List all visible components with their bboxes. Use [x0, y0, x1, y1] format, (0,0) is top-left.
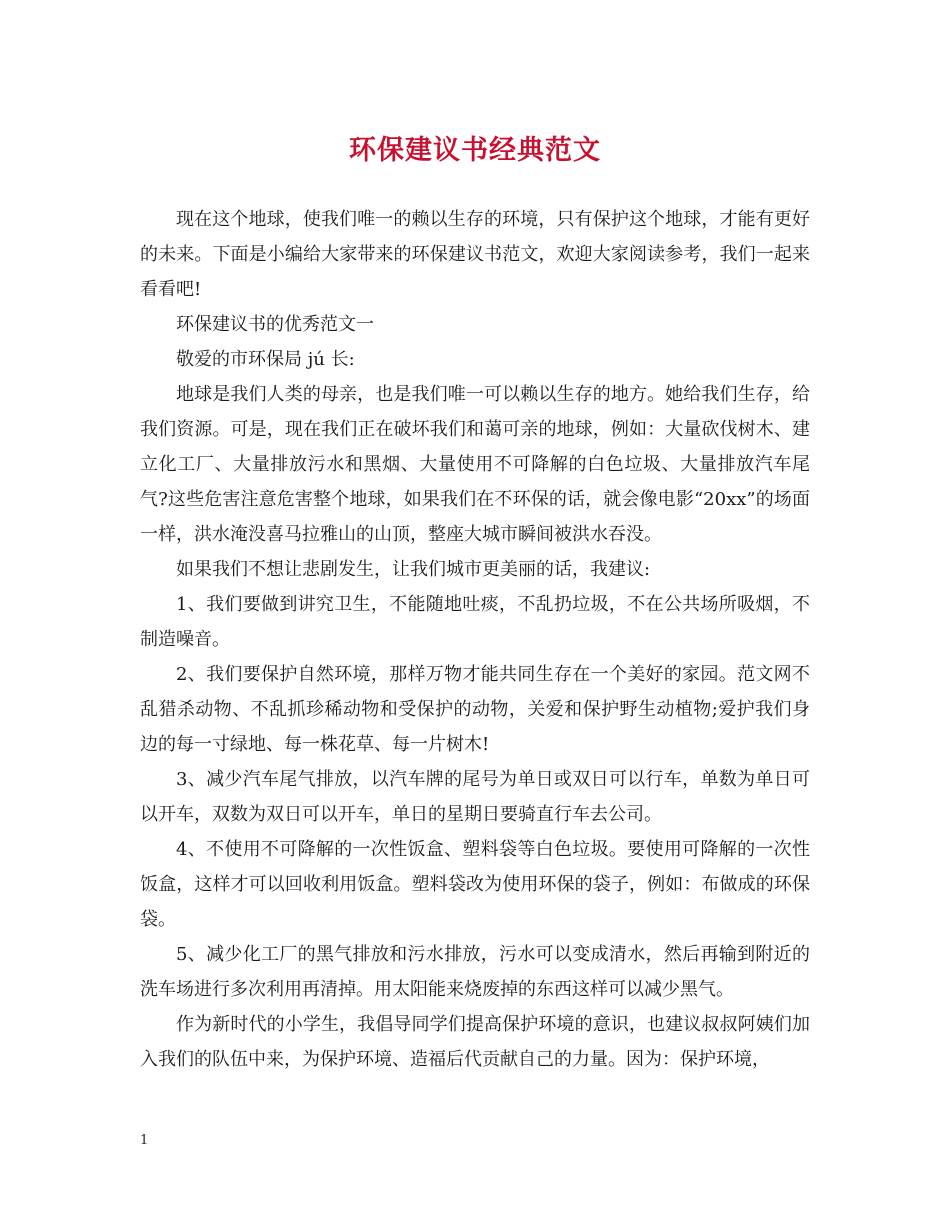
document-title: 环保建议书经典范文: [349, 135, 601, 166]
paragraph-suggestion-5: 5、减少化工厂的黑气排放和污水排放，污水可以变成清水，然后再输到附近的洗车场进行多次利用再清掉。用太阳能来烧废掉的东西这样可以减少黑气。: [140, 944, 810, 1000]
paragraph-earth: 地球是我们人类的母亲，也是我们唯一可以赖以生存的地方。她给我们生存，给我们资源。可是，现在我们正在破坏我们和蔼可亲的地球，例如：大量砍伐树木、建立化工厂、大量排放污水和黑烟、大量使用不可降解的白色垃圾、大量排放汽车尾气?这些危害注意危害整个地球，如果我们在不环保的话，就会像电影“20xx”的场面一样，洪水淹没喜马拉雅山的山顶，整座大城市瞬间被洪水吞没。: [140, 384, 810, 545]
paragraph-suggestion-lead: 如果我们不想让悲剧发生，让我们城市更美丽的话，我建议:: [176, 559, 651, 580]
paragraph-salutation: 敬爱的市环保局 jú 长:: [176, 349, 355, 370]
paragraph-section-heading: 环保建议书的优秀范文一: [176, 314, 374, 335]
paragraph-closing: 作为新时代的小学生，我倡导同学们提高保护环境的意识，也建议叔叔阿姨们加入我们的队伍中来，为保护环境、造福后代贡献自己的力量。因为：保护环境，: [140, 1014, 810, 1070]
paragraph-intro: 现在这个地球，使我们唯一的赖以生存的环境，只有保护这个地球，才能有更好的未来。下面是小编给大家带来的环保建议书范文，欢迎大家阅读参考，我们一起来看看吧!: [140, 209, 810, 300]
page-number: 1: [140, 1133, 149, 1148]
paragraph-suggestion-2: 2、我们要保护自然环境，那样万物才能共同生存在一个美好的家园。范文网不乱猎杀动物、不乱抓珍稀动物和受保护的动物，关爱和保护野生动植物;爱护我们身边的每一寸绿地、每一株花草、每一片树木!: [140, 664, 810, 755]
paragraph-suggestion-4: 4、不使用不可降解的一次性饭盒、塑料袋等白色垃圾。要使用可降解的一次性饭盒，这样才可以回收利用饭盒。塑料袋改为使用环保的袋子，例如：布做成的环保袋。: [140, 839, 810, 930]
paragraph-suggestion-3: 3、减少汽车尾气排放，以汽车牌的尾号为单日或双日可以行车，单数为单日可以开车，双数为双日可以开车，单日的星期日要骑直行车去公司。: [140, 769, 810, 825]
document-body: [140, 202, 810, 1077]
paragraph-suggestion-1: 1、我们要做到讲究卫生，不能随地吐痰，不乱扔垃圾，不在公共场所吸烟，不制造噪音。: [140, 594, 810, 650]
